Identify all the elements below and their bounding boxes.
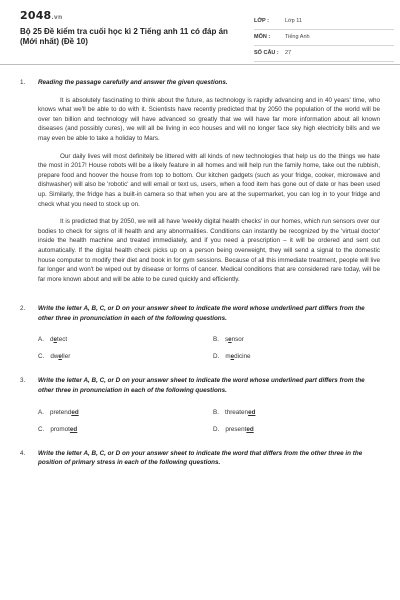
question-number: 4. [20, 449, 26, 457]
site-logo[interactable] [20, 9, 62, 22]
option-b[interactable] [213, 408, 255, 418]
question-prompt: Write the letter A, B, C, or D on your answer sheet to indicate the word that differs from the other three in the position of primary stress in each of the following questions. [38, 449, 363, 467]
option-c[interactable] [38, 425, 77, 435]
option-underlined: e [230, 353, 235, 361]
option-text-post: dicine [234, 353, 251, 361]
meta-row-count [254, 46, 394, 62]
question-prompt: Write the letter A, B, C, or D on your answer sheet to indicate the word whose underlined part differs from the other three in pronunciation in each of the following questions. [38, 305, 365, 322]
meta-label: LỚP : [254, 18, 269, 24]
option-c[interactable] [38, 352, 70, 362]
option-text-pre: d [49, 336, 54, 344]
option-letter: C. [38, 425, 45, 433]
exam-meta-table [254, 14, 394, 62]
option-underlined: e [228, 336, 232, 344]
option-text-pre: s [224, 336, 229, 344]
option-text-post: nsor [231, 336, 244, 344]
option-underlined: ed [246, 425, 254, 433]
option-text-pre: threaten [224, 408, 249, 416]
option-d[interactable] [213, 425, 254, 435]
answer-options [38, 403, 380, 437]
option-text-pre: dw [50, 353, 59, 361]
option-b[interactable] [213, 335, 244, 345]
question-3 [20, 376, 380, 395]
passage-paragraph-2: Our daily lives will most definitely be littered with all kinds of new technologies that help us do the things we hate the most in 2017! House robots will be a likely feature in all homes and will help run the family home, take out the rubbish, prepare food and hoover the house from top to bottom. Our kitchen gadgets (such as your fridge, cooker, microwave and dishwasher) will also be 'robotic' and will email or text us, users, when a food item has gone out of date or has been used up. Similarly, the fridge has a built-in camera so that when you are at the supermarket, you can log in to your fridge and check what you need to stock up on. [38, 152, 380, 208]
meta-value: 27 [285, 50, 292, 56]
option-letter: A. [38, 336, 44, 344]
logo-suffix: .vn [51, 14, 63, 21]
option-underlined: e [58, 353, 62, 361]
meta-row-grade [254, 14, 394, 30]
option-underlined: ed [69, 425, 78, 433]
passage-paragraph-3: It is predicted that by 2050, we will all have 'weekly digital health checks' in our homes, which run sensors over our bodies to check for signs of ill health and any abnormalities. Conditions can instantly be recognized by the 'virtual doctor' inside the health machine and treated immediately, and if you need a prescription – it will be ordered and sent out automatically. If the digital health check picks up on a person being overweight, they will send a signal to the domestic house computer to modify their diet and book in for gym sessions. Because of all this immediate treatment, people will live far longer and won't be wiped out by disease or forms of cancer. Medical conditions that are considered rare today, will be far more known about and will be able to be cured quickly and efficiently. [38, 218, 380, 283]
question-4 [20, 449, 380, 468]
exam-title: Bộ 25 Đề kiểm tra cuối học kì 2 Tiếng anh 11 có đáp án (Mới nhất) (Đề 10) [20, 27, 228, 46]
option-text-post: tect [56, 336, 68, 344]
option-underlined: e [53, 336, 57, 344]
option-text-pre: present [225, 425, 247, 433]
question-prompt: Write the letter A, B, C, or D on your answer sheet to indicate the word whose underlined part differs from the other three in pronunciation in each of the following questions. [38, 377, 365, 395]
question-2 [20, 304, 380, 323]
meta-value: Tiếng Anh [285, 34, 310, 40]
logo-main: 2048 [20, 9, 52, 22]
option-letter: D. [213, 425, 220, 433]
option-underlined: ed [248, 408, 256, 416]
meta-row-subject [254, 30, 394, 46]
option-text-pre: promot [50, 425, 70, 433]
question-prompt: Reading the passage carefully and answer the given questions. [38, 79, 228, 86]
option-text-pre: m [225, 353, 231, 361]
option-text-pre: pretend [49, 408, 72, 416]
exam-content [20, 78, 380, 475]
option-letter: D. [213, 353, 220, 361]
option-letter: B. [213, 408, 219, 416]
answer-options [38, 330, 380, 364]
passage-paragraph-1: It is absolutely fascinating to think about the future, as technology is rapidly advancing and in 40 years' time, who knows what we'll be able to do with it. Scientists have recently predicted that by 2050 the population of the world will be over ten billion and technology will have advanced so greatly that we will have far more information about all known diseases (and possibly cures), we will all be living in eco houses and will no longer face sky high electricity bills and we may even be able to take a holiday to Mars. [38, 96, 380, 142]
option-text-post: ller [61, 353, 71, 361]
option-letter: C. [38, 353, 45, 361]
question-number: 3. [20, 377, 26, 385]
question-number: 2. [20, 305, 26, 313]
option-letter: B. [213, 336, 219, 344]
question-1 [20, 78, 380, 88]
meta-label: SỐ CÂU : [254, 50, 279, 56]
option-letter: A. [38, 408, 44, 416]
option-d[interactable] [213, 352, 251, 362]
meta-label: MÔN : [254, 34, 271, 40]
option-a[interactable] [38, 335, 67, 345]
page-header [0, 0, 400, 65]
meta-value: Lớp 11 [285, 18, 302, 24]
question-number: 1. [20, 79, 26, 86]
option-underlined: ed [71, 408, 79, 416]
option-a[interactable] [38, 408, 79, 418]
